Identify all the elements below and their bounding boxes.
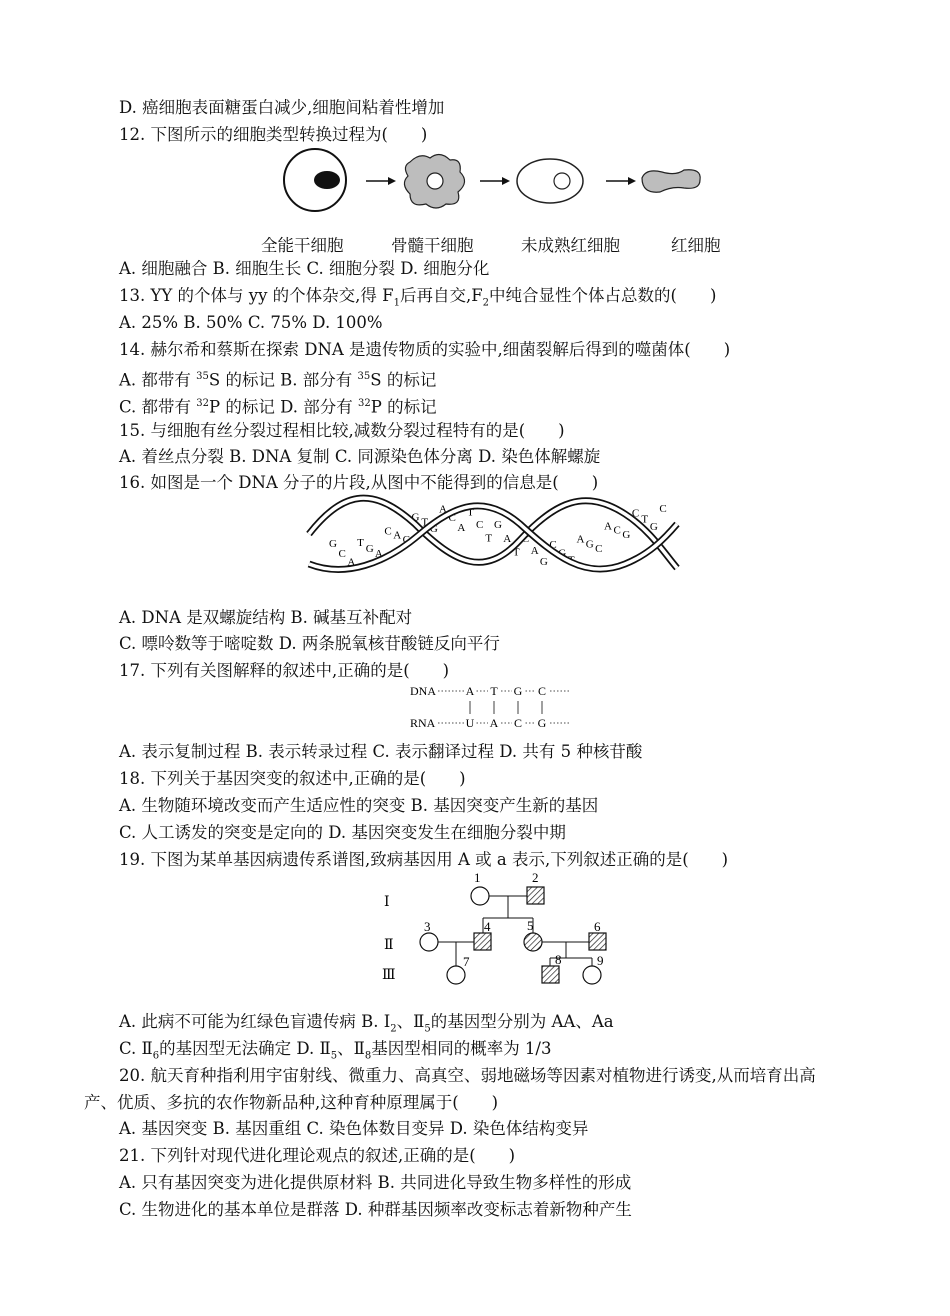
dna-base-label: C (631, 507, 640, 520)
nucleus (427, 173, 443, 189)
dna-base-label: T (512, 546, 520, 559)
q11-option-d: D. 癌细胞表面糖蛋白减少,细胞间粘着性增加 (119, 98, 445, 117)
dna-base-label: T (421, 516, 429, 529)
dna-base-label: C (613, 524, 621, 537)
dna-base-label: G (585, 538, 594, 551)
q14-options-cd: C. 都带有 $^{32}$P 的标记 D. 部分有 $^{32}$P 的标记 (119, 397, 437, 417)
q16-options-ab: A. DNA 是双螺旋结构 B. 碱基互补配对 (119, 608, 413, 627)
dna-base-label: A (576, 533, 585, 546)
q19-stem: 19. 下图为某单基因病遗传系谱图,致病基因用 A 或 a 表示,下列叙述正确的是( ) (119, 850, 729, 869)
q13-options: A. 25% B. 50% C. 75% D. 100% (119, 313, 383, 332)
svg-text:4: 4 (484, 919, 491, 934)
cell-label: 全能干细胞 (261, 236, 344, 255)
q21-options-ab: A. 只有基因突变为进化提供原材料 B. 共同进化导致生物多样性的形成 (119, 1173, 632, 1192)
dna-base-label: C (521, 532, 530, 545)
arrow-icon (366, 177, 396, 185)
nucleus (554, 173, 570, 189)
dna-base-label: C (448, 512, 456, 525)
dna-base-label: T (357, 536, 364, 549)
q13-stem: 13. YY 的个体与 yy 的个体杂交,得 $F_1$后再自交$,F_2$中纯合显性个体占总数的( ) (119, 286, 717, 309)
dna-base-label: T (641, 513, 649, 526)
dna-helix-figure (305, 494, 685, 584)
q20-stem-line1: 20. 航天育种指利用宇宙射线、微重力、高真空、弱地磁场等因素对植物进行诱变,从而培育出高 (119, 1066, 816, 1085)
pedigree-male-affected (527, 887, 544, 904)
generation-label: Ⅰ (384, 895, 390, 910)
dna-base-label: T (567, 554, 575, 567)
q19-options-cd: C. $Ⅱ_6$的基因型无法确定 D. $Ⅱ_5$、$Ⅱ_8$基因型相同的概率为 1/3 (119, 1039, 552, 1062)
dna-base-label: G (429, 522, 438, 535)
q18-stem: 18. 下列关于基因突变的叙述中,正确的是( ) (119, 769, 466, 788)
dna-base-label: A (393, 529, 402, 542)
dna-base-label: G (539, 556, 548, 569)
dna-base-label: G (649, 521, 658, 534)
dna-label: DNA (410, 684, 436, 698)
q19-options-ab: A. 此病不可能为红绿色盲遗传病 B. $Ⅰ_2$、$Ⅱ_5$的基因型分别为 AA、Aa (119, 1012, 614, 1035)
dna-base-label: T (485, 532, 493, 545)
svg-text:5: 5 (527, 918, 534, 933)
dna-base-label: A (457, 522, 466, 535)
svg-text:8: 8 (555, 952, 562, 967)
dna-base-label: A (604, 520, 612, 533)
dna-base-label: A (347, 556, 356, 569)
svg-text:3: 3 (424, 919, 431, 934)
nucleotide-label: U (465, 716, 475, 730)
pedigree-female-unaffected (471, 887, 489, 905)
pedigree-male-affected (474, 933, 491, 950)
dna-base-label: A (439, 503, 447, 516)
dna-base-label: T (467, 506, 474, 519)
generation-label: Ⅲ (382, 968, 396, 983)
transcription-diagram (410, 684, 580, 734)
q12-stem: 12. 下图所示的细胞类型转换过程为( ) (119, 125, 428, 144)
nucleotide-label: G (513, 684, 523, 698)
svg-text:9: 9 (597, 953, 604, 968)
rna-label: RNA (410, 716, 436, 730)
dna-base-label: C (384, 525, 392, 538)
q16-stem: 16. 如图是一个 DNA 分子的片段,从图中不能得到的信息是( ) (119, 473, 599, 492)
svg-text:2: 2 (532, 870, 539, 885)
nucleotide-label: A (489, 716, 499, 730)
q12-options: A. 细胞融合 B. 细胞生长 C. 细胞分裂 D. 细胞分化 (119, 259, 490, 278)
dna-base-label: C (402, 533, 410, 546)
q15-options: A. 着丝点分裂 B. DNA 复制 C. 同源染色体分离 D. 染色体解螺旋 (119, 447, 601, 466)
nucleotide-label: C (513, 716, 523, 730)
dna-base-label: G (365, 543, 374, 555)
cell-label: 红细胞 (671, 236, 721, 255)
nucleotide-label: A (465, 684, 475, 698)
q14-options-ab: A. 都带有 $^{35}$S 的标记 B. 部分有 $^{35}$S 的标记 (119, 370, 437, 390)
q15-stem: 15. 与细胞有丝分裂过程相比较,减数分裂过程特有的是( ) (119, 421, 565, 440)
q21-stem: 21. 下列针对现代进化理论观点的叙述,正确的是( ) (119, 1146, 516, 1165)
dna-base-label: G (329, 538, 337, 550)
dna-base-label: A (374, 548, 383, 561)
q18-options-ab: A. 生物随环境改变而产生适应性的突变 B. 基因突变产生新的基因 (119, 796, 599, 815)
dna-base-label: G (558, 547, 567, 560)
cell-transformation-figure (280, 148, 720, 228)
red-blood-cell (642, 170, 700, 193)
q14-stem: 14. 赫尔希和蔡斯在探索 DNA 是遗传物质的实验中,细菌裂解后得到的噬菌体( ) (119, 340, 731, 359)
immature-red-blood-cell (517, 159, 583, 203)
arrow-icon (480, 177, 510, 185)
svg-text:1: 1 (474, 870, 481, 885)
dna-base-label: C (549, 539, 557, 551)
svg-text:6: 6 (594, 919, 601, 934)
dna-base-label: G (411, 511, 420, 524)
q18-options-cd: C. 人工诱发的突变是定向的 D. 基因突变发生在细胞分裂中期 (119, 823, 566, 842)
dna-base-label: C (659, 503, 667, 516)
q17-stem: 17. 下列有关图解释的叙述中,正确的是( ) (119, 661, 450, 680)
dna-base-label: C (476, 519, 484, 531)
dna-base-label: A (503, 533, 512, 545)
nucleotide-label: T (490, 684, 498, 698)
q16-options-cd: C. 嘌呤数等于嘧啶数 D. 两条脱氧核苷酸链反向平行 (119, 634, 500, 653)
dna-base-label: C (595, 543, 603, 556)
generation-label: Ⅱ (384, 938, 394, 953)
dna-base-label: A (530, 545, 539, 557)
dna-base-label: C (338, 548, 346, 560)
cell-label: 骨髓干细胞 (391, 236, 474, 255)
q20-stem-line2: 产、优质、多抗的农作物新品种,这种育种原理属于( ) (84, 1093, 499, 1112)
nucleotide-label: C (537, 684, 547, 698)
q20-options: A. 基因突变 B. 基因重组 C. 染色体数目变异 D. 染色体结构变异 (119, 1119, 589, 1138)
q21-options-cd: C. 生物进化的基本单位是群落 D. 种群基因频率改变标志着新物种产生 (119, 1200, 632, 1219)
pedigree-male-affected (589, 933, 606, 950)
q17-options: A. 表示复制过程 B. 表示转录过程 C. 表示翻译过程 D. 共有 5 种核苷酸 (119, 742, 643, 761)
pedigree-female-affected (524, 933, 542, 951)
dna-base-label: G (494, 519, 502, 531)
cell-label: 未成熟红细胞 (521, 236, 620, 255)
pedigree-male-affected (542, 966, 559, 983)
pedigree-chart (375, 868, 620, 993)
svg-text:7: 7 (463, 954, 470, 969)
pedigree-female-unaffected (583, 966, 601, 984)
nucleus (314, 171, 340, 189)
arrow-icon (606, 177, 636, 185)
pedigree-female-unaffected (420, 933, 438, 951)
dna-base-label: G (622, 529, 631, 541)
nucleotide-label: G (537, 716, 547, 730)
